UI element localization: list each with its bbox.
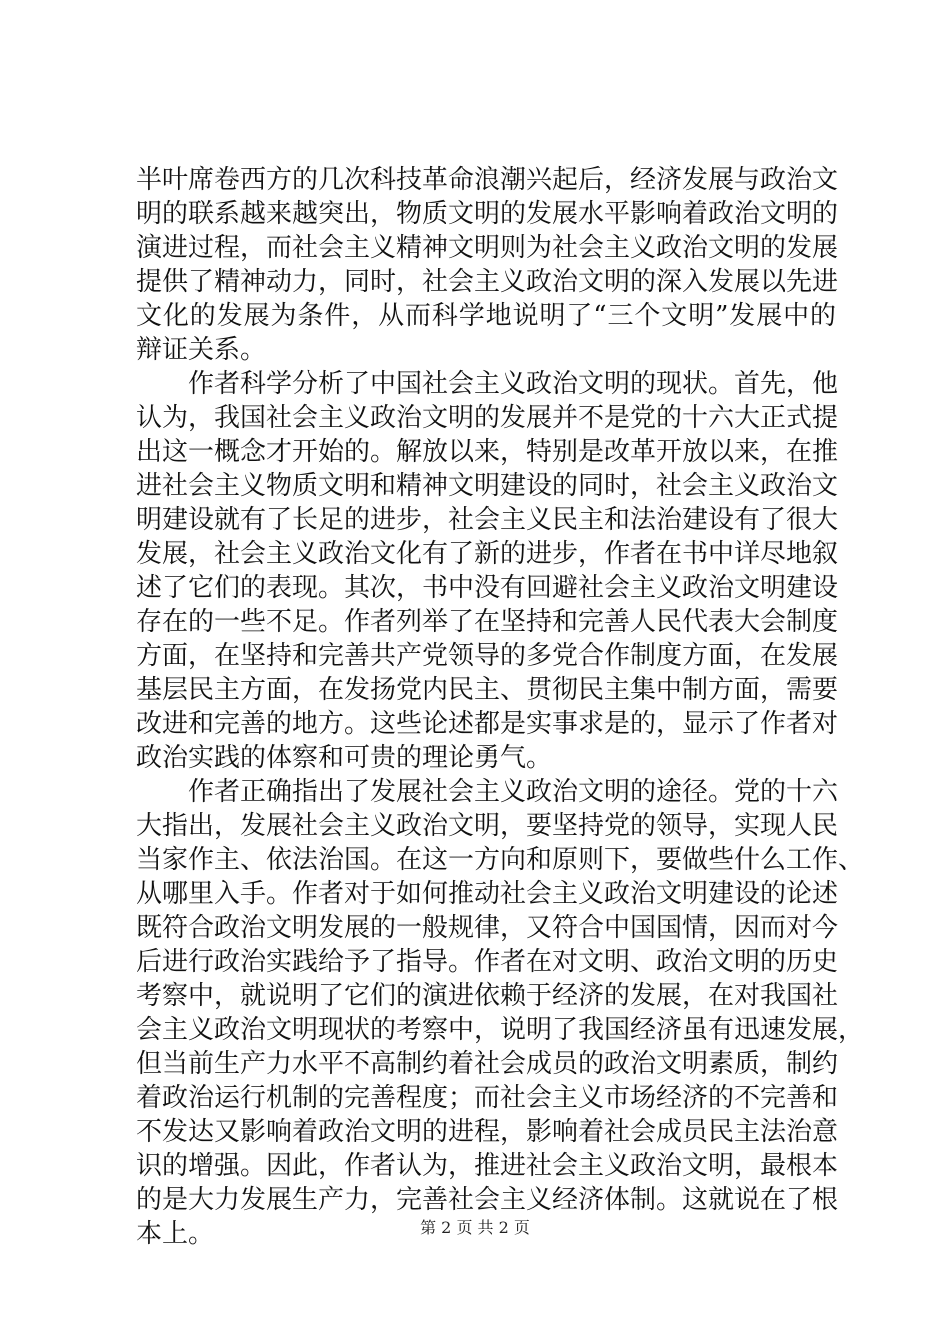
text-line: 存在的一些不足。作者列举了在坚持和完善人民代表大会制度 xyxy=(136,607,839,637)
document-body xyxy=(136,163,865,1251)
text-line: 述了它们的表现。其次，书中没有回避社会主义政治文明建设 xyxy=(136,573,839,603)
text-line: 辩证关系。 xyxy=(136,335,267,365)
text-line: 改进和完善的地方。这些论述都是实事求是的，显示了作者对 xyxy=(136,709,839,739)
text-line: 明建设就有了长足的进步，社会主义民主和法治建设有了很大 xyxy=(136,505,839,535)
text-line: 半叶席卷西方的几次科技革命浪潮兴起后，经济发展与政治文 xyxy=(136,165,839,195)
text-line: 的是大力发展生产力，完善社会主义经济体制。这就说在了根 xyxy=(136,1185,839,1215)
text-line: 既符合政治文明发展的一般规律，又符合中国国情，因而对今 xyxy=(136,913,839,943)
paragraph xyxy=(136,163,839,367)
text-line: 识的增强。因此，作者认为，推进社会主义政治文明，最根本 xyxy=(136,1151,839,1181)
text-line: 但当前生产力水平不高制约着社会成员的政治文明素质，制约 xyxy=(136,1049,839,1079)
text-line: 大指出，发展社会主义政治文明，要坚持党的领导，实现人民 xyxy=(136,811,839,841)
text-line: 出这一概念才开始的。解放以来，特别是改革开放以来，在推 xyxy=(136,437,839,467)
text-line: 发展，社会主义政治文化有了新的进步，作者在书中详尽地叙 xyxy=(136,539,839,569)
text-line: 本上。 xyxy=(136,1219,215,1249)
text-line: 着政治运行机制的完善程度；而社会主义市场经济的不完善和 xyxy=(136,1083,839,1113)
text-line: 考察中，就说明了它们的演进依赖于经济的发展，在对我国社 xyxy=(136,981,839,1011)
text-line: 不发达又影响着政治文明的进程，影响着社会成员民主法治意 xyxy=(136,1117,839,1147)
text-line: 当家作主、依法治国。在这一方向和原则下，要做些什么工作、 xyxy=(136,845,865,875)
text-line: 明的联系越来越突出，物质文明的发展水平影响着政治文明的 xyxy=(136,199,839,229)
text-line: 文化的发展为条件，从而科学地说明了“三个文明”发展中的 xyxy=(136,301,836,331)
text-line: 提供了精神动力，同时，社会主义政治文明的深入发展以先进 xyxy=(136,267,839,297)
paragraph xyxy=(136,367,839,775)
text-line: 政治实践的体察和可贵的理论勇气。 xyxy=(136,743,553,773)
text-line: 作者科学分析了中国社会主义政治文明的现状。首先，他 xyxy=(188,369,839,399)
paragraph xyxy=(136,775,865,1251)
text-line: 会主义政治文明现状的考察中，说明了我国经济虽有迅速发展， xyxy=(136,1015,865,1045)
text-line: 认为，我国社会主义政治文明的发展并不是党的十六大正式提 xyxy=(136,403,839,433)
text-line: 方面，在坚持和完善共产党领导的多党合作制度方面，在发展 xyxy=(136,641,839,671)
page-number-footer: 第 2 页 共 2 页 xyxy=(420,1218,530,1237)
text-line: 从哪里入手。作者对于如何推动社会主义政治文明建设的论述 xyxy=(136,879,839,909)
text-line: 进社会主义物质文明和精神文明建设的同时，社会主义政治文 xyxy=(136,471,839,501)
text-line: 演进过程，而社会主义精神文明则为社会主义政治文明的发展 xyxy=(136,233,839,263)
text-line: 基层民主方面，在发扬党内民主、贯彻民主集中制方面，需要 xyxy=(136,675,839,705)
text-line: 后进行政治实践给予了指导。作者在对文明、政治文明的历史 xyxy=(136,947,839,977)
text-line: 作者正确指出了发展社会主义政治文明的途径。党的十六 xyxy=(188,777,839,807)
